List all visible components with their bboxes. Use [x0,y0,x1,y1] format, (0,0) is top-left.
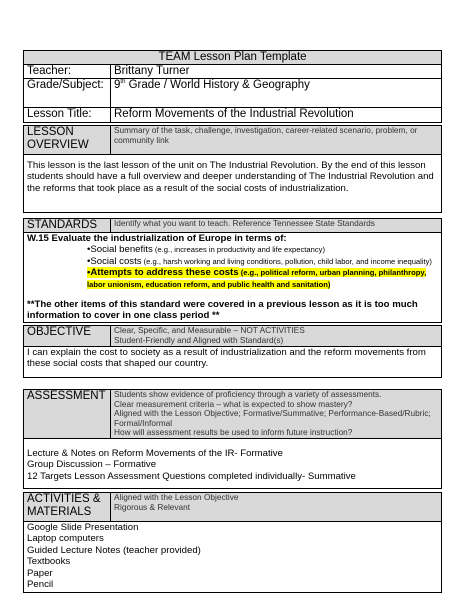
standards-body [24,233,442,323]
assessment-body [24,438,442,488]
overview-body: This lesson is the last lesson of the unit on The Industrial Revolution. By the end of this lesson students should have a full overview and deeper understanding of The Industrial Revolution and the reforms that took place as a result of the social costs of industrialization. [24,155,442,213]
overview-description: Summary of the task, challenge, investigation, career-related scenario, problem, or community link [111,126,442,155]
objective-table [23,325,442,378]
assessment-description: Students show evidence of proficiency through a variety of assessments. Clear measurement criteria – what is expected to show mastery? Aligned with the Lesson Objective; Formative/Summative; Performance-Based/Rubric; Formal/Informal How will assessment results be used to inform future instruction? [111,390,442,439]
assessment-item: Group Discussion – Formative [27,459,157,471]
teacher-value: Brittany Turner [111,65,442,79]
assessment-item: Lecture & Notes on Reform Movements of the IR- Formative [27,447,283,459]
standards-note: **The other items of this standard were covered in a previous lesson as it is too much information to cover in one class period ** [27,299,418,322]
teacher-label: Teacher: [24,65,111,79]
material-item: Google Slide Presentation [27,522,139,533]
overview-table [23,125,442,213]
materials-body [24,522,442,593]
grade-subject-label: Grade/Subject: [24,79,111,108]
standards-label: STANDARDS [24,219,111,233]
material-item: Textbooks [27,556,71,568]
standard-bullet-highlighted: • Attempts to address these costs (e.g., political reform, urban planning, philanthropy, labor unionism, education reform, and public health and sanitation) [27,267,438,290]
lesson-title-value: Reform Movements of the Industrial Revolution [111,108,442,123]
standard-heading: W.15 Evaluate the industrialization of Europe in terms of: [27,233,287,244]
materials-label: ACTIVITIES & MATERIALS [24,493,111,522]
assessment-label: ASSESSMENT [24,390,111,439]
materials-table [23,492,442,593]
lesson-title-label: Lesson Title: [24,108,111,123]
grade-subject-value: 9th Grade / World History & Geography [111,79,442,108]
material-item: Laptop computers [27,533,104,545]
material-item: Paper [27,567,53,579]
template-title: TEAM Lesson Plan Template [24,51,442,65]
materials-description: Aligned with the Lesson Objective Rigorous & Relevant [111,493,442,522]
objective-body: I can explain the cost to society as a result of industrialization and the reform movements from these social costs that shaped our country. [24,347,442,378]
standard-bullet: • Social costs (e.g., harsh working and living conditions, pollution, child labor, and income inequality) [27,256,438,267]
assessment-table [23,389,442,489]
material-item: Guided Lecture Notes (teacher provided) [27,544,201,556]
standard-bullet: • Social benefits (e.g., increases in productivity and life expectancy) [27,244,438,255]
objective-label: OBJECTIVE [24,326,111,347]
overview-label: LESSON OVERVIEW [24,126,111,155]
material-item: Pencil [27,579,54,591]
objective-description: Clear, Specific, and Measurable – NOT ACTIVITIES Student-Friendly and Aligned with Standard(s) [111,326,442,347]
standards-table [23,218,442,323]
assessment-item: 12 Targets Lesson Assessment Questions completed individually- Summative [27,470,356,482]
standards-description: Identify what you want to teach. Reference Tennessee State Standards [111,219,442,233]
header-table [23,50,442,123]
